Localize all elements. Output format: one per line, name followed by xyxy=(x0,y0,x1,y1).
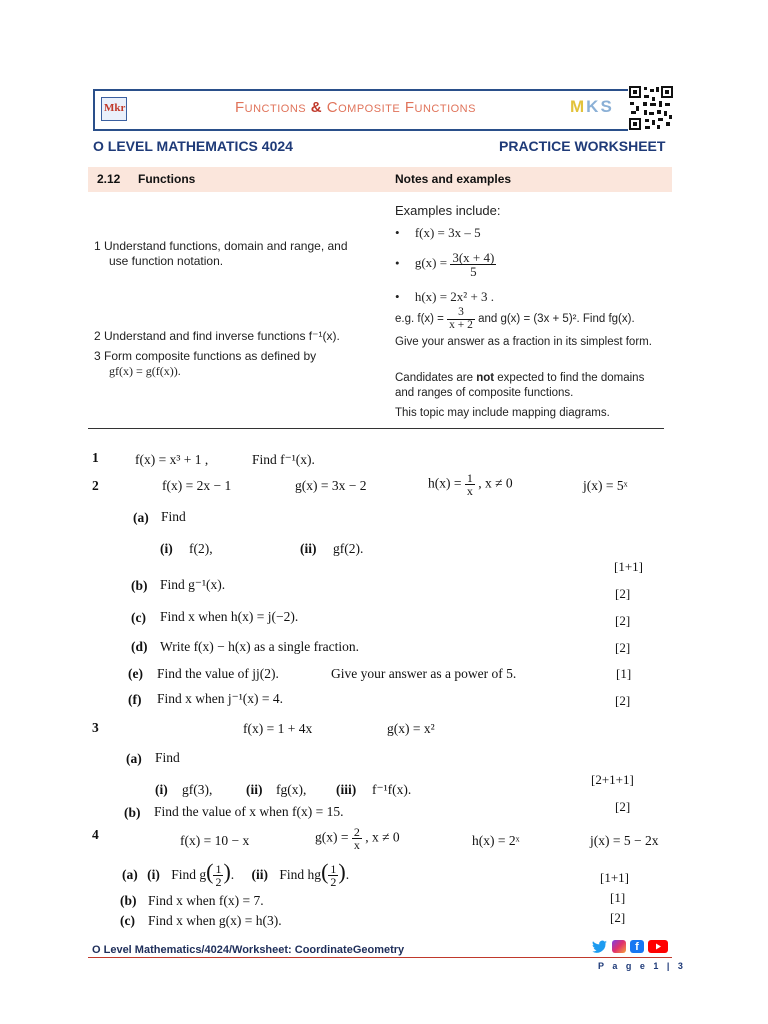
section-divider xyxy=(88,428,664,429)
logo xyxy=(101,97,127,121)
title-banner xyxy=(93,89,632,131)
q3a-iii-label: (iii) xyxy=(336,782,357,797)
q4a-marks: [1+1] xyxy=(600,870,629,885)
objective-2: 2 Understand and find inverse functions f⁻¹(x). xyxy=(94,329,340,343)
numerator: 1 xyxy=(466,471,473,485)
objective-1-line2: use function notation. xyxy=(109,254,224,268)
title-amp: & xyxy=(310,99,323,116)
q2-h xyxy=(428,472,513,497)
example-f-text: f(x) = 3x – 5 xyxy=(414,225,481,240)
candidates-note-line1 xyxy=(395,372,644,384)
q4-j: j(x) = 5 − 2x xyxy=(590,833,659,848)
q1-definition: f(x) = x³ + 1 , xyxy=(135,452,209,467)
example-h-text: h(x) = 2x² + 3 . xyxy=(414,289,495,304)
q4-g-fraction xyxy=(352,826,362,851)
q2a-text: Find xyxy=(161,509,186,524)
title-part2: Composite Functions xyxy=(326,99,476,116)
denominator: 2 xyxy=(215,875,222,890)
brand-letter: S xyxy=(600,97,614,116)
brand-letter: K xyxy=(586,97,601,116)
q2c-text: Find x when h(x) = j(−2). xyxy=(160,609,299,624)
numerator: 1 xyxy=(330,862,337,877)
q2-g: g(x) = 3x − 2 xyxy=(295,478,367,493)
bullet-icon: • xyxy=(395,225,400,240)
examples-title: Examples include: xyxy=(395,203,501,218)
q2e-text2: Give your answer as a power of 5. xyxy=(331,666,517,681)
q3a-i-label: (i) xyxy=(155,782,168,797)
q2b-marks: [2] xyxy=(615,586,631,601)
numerator: 3 xyxy=(447,307,475,320)
q3a-text: Find xyxy=(155,750,180,765)
q4a: (a) (i) Find g( $\frac{1}{2}$ ). (ii) Find hg( $\frac{1}{2}$ ). xyxy=(122,859,350,890)
example-f xyxy=(395,225,481,241)
q4b-marks: [1] xyxy=(610,890,626,905)
q4a-ii-fraction xyxy=(328,863,338,888)
q2c-label: (c) xyxy=(131,610,146,625)
q1-number: 1 xyxy=(92,450,99,465)
q4-g xyxy=(315,826,400,851)
q3-number: 3 xyxy=(92,720,99,735)
open-paren: ( xyxy=(206,859,214,884)
logo-text: Mkr xyxy=(104,102,126,114)
syllabus-header xyxy=(88,167,672,192)
title-part1: Functions xyxy=(235,99,307,116)
q3b-text: Find the value of x when f(x) = 15. xyxy=(154,804,344,819)
q2d-label: (d) xyxy=(131,639,148,654)
footer-divider xyxy=(88,957,672,958)
cand-c: expected to find the domains xyxy=(494,372,645,384)
q2a-ii-label: (ii) xyxy=(300,541,317,556)
brand-letter: M xyxy=(570,97,587,116)
close-paren: ) xyxy=(338,859,346,884)
q2d-marks: [2] xyxy=(615,640,631,655)
q2a-marks: [1+1] xyxy=(614,559,643,574)
instagram-icon[interactable] xyxy=(612,940,626,953)
q2b-label: (b) xyxy=(131,578,148,593)
q3a-ii-text: fg(x), xyxy=(276,782,307,797)
twitter-icon[interactable] xyxy=(592,940,608,953)
q4-number: 4 xyxy=(92,827,99,842)
q2-j: j(x) = 5ˣ xyxy=(583,478,628,493)
q2a-label: (a) xyxy=(133,510,149,525)
q4c-marks: [2] xyxy=(610,910,626,925)
q2-h-left: h(x) = xyxy=(428,475,462,491)
candidates-note-line3: This topic may include mapping diagrams. xyxy=(395,407,610,419)
eg-fraction xyxy=(447,307,475,331)
denominator: x xyxy=(353,838,360,852)
objective-3-line1: 3 Form composite functions as defined by xyxy=(94,349,317,363)
brand-mark xyxy=(570,97,614,117)
numerator: 1 xyxy=(215,862,222,877)
q2a-i-text: f(2), xyxy=(189,541,213,556)
q4a-i-label: (i) xyxy=(147,867,160,882)
q4a-i-fraction xyxy=(213,863,223,888)
play-icon xyxy=(648,940,668,953)
syllabus-code: 2.12 xyxy=(97,172,121,186)
q2e-text: Find the value of jj(2). xyxy=(157,666,279,681)
denominator: x xyxy=(466,484,473,498)
syllabus-topic: Functions xyxy=(138,172,196,186)
youtube-icon[interactable] xyxy=(648,940,668,953)
q3-g: g(x) = x² xyxy=(387,721,435,736)
q4-g-left: g(x) = xyxy=(315,829,349,845)
q4a-label: (a) xyxy=(122,867,138,882)
facebook-icon[interactable]: f xyxy=(630,940,644,953)
q2f-label: (f) xyxy=(128,692,142,707)
cand-b: not xyxy=(476,372,495,384)
q2f-marks: [2] xyxy=(615,693,631,708)
footer-text: O Level Mathematics/4024/Worksheet: CoordinateGeometry xyxy=(92,944,405,956)
eg-right: and g(x) = (3x + 5)². Find fg(x). xyxy=(478,313,635,326)
denominator: 5 xyxy=(470,264,477,279)
close-paren: ) xyxy=(223,859,231,884)
q2f-text: Find x when j⁻¹(x) = 4. xyxy=(157,691,284,706)
objective-3-line2: gf(x) = g(f(x)). xyxy=(109,364,181,378)
q3a-label: (a) xyxy=(126,751,142,766)
q4b-label: (b) xyxy=(120,893,137,908)
candidates-note-line2: and ranges of composite functions. xyxy=(395,387,574,399)
q4-h: h(x) = 2ˣ xyxy=(472,833,520,848)
eg-left: e.g. f(x) = xyxy=(395,313,444,326)
q2c-marks: [2] xyxy=(615,613,631,628)
q4b-text: Find x when f(x) = 7. xyxy=(148,893,264,908)
q2-h-fraction xyxy=(465,472,475,497)
q2d-text: Write f(x) − h(x) as a single fraction. xyxy=(160,639,359,654)
open-paren: ( xyxy=(321,859,329,884)
q2a-ii-text: gf(2). xyxy=(333,541,364,556)
bullet-icon: • xyxy=(395,255,400,271)
example-g-fraction xyxy=(450,251,496,278)
q4a-i-text: Find g xyxy=(171,867,207,882)
denominator: 2 xyxy=(330,875,337,890)
eg-line2: Give your answer as a fraction in its simplest form. xyxy=(395,336,652,348)
q1-task: Find f⁻¹(x). xyxy=(252,452,315,467)
denominator: x + 2 xyxy=(449,318,473,331)
q3a-ii-label: (ii) xyxy=(246,782,263,797)
q4c-label: (c) xyxy=(120,913,135,928)
q3b-marks: [2] xyxy=(615,799,631,814)
q2b-text: Find g⁻¹(x). xyxy=(160,577,226,592)
example-g-text: g(x) = xyxy=(414,255,448,271)
q4c-text: Find x when g(x) = h(3). xyxy=(148,913,282,928)
cand-a: Candidates are xyxy=(395,372,477,384)
qr-code[interactable] xyxy=(628,85,674,131)
q4-g-right: , x ≠ 0 xyxy=(365,829,400,845)
q2e-marks: [1] xyxy=(616,666,632,681)
objective-1-line1: 1 Understand functions, domain and range, and xyxy=(94,239,348,253)
example-h xyxy=(395,289,494,305)
worksheet-heading: PRACTICE WORKSHEET xyxy=(499,138,666,154)
q2-h-right: , x ≠ 0 xyxy=(478,475,513,491)
banner-title xyxy=(235,99,476,116)
q4a-ii-text: Find hg xyxy=(279,867,322,882)
page-number: P a g e 1 | 3 xyxy=(598,961,686,971)
numerator: 3(x + 4) xyxy=(452,250,495,265)
q2-number: 2 xyxy=(92,478,99,493)
syllabus-notes-heading: Notes and examples xyxy=(395,172,512,186)
q3b-label: (b) xyxy=(124,805,141,820)
q2e-label: (e) xyxy=(128,666,143,681)
course-heading: O LEVEL MATHEMATICS 4024 xyxy=(93,138,293,154)
example-eg xyxy=(395,307,635,331)
q3-f: f(x) = 1 + 4x xyxy=(243,721,313,736)
bullet-icon: • xyxy=(395,289,400,304)
q2-f: f(x) = 2x − 1 xyxy=(162,478,232,493)
q2a-i-label: (i) xyxy=(160,541,173,556)
numerator: 2 xyxy=(353,825,360,839)
q4a-ii-label: (ii) xyxy=(251,867,269,882)
q3a-i-text: gf(3), xyxy=(182,782,213,797)
q4-f: f(x) = 10 − x xyxy=(180,833,250,848)
q3a-marks: [2+1+1] xyxy=(591,772,634,787)
q3a-iii-text: f⁻¹f(x). xyxy=(372,782,412,797)
example-g xyxy=(395,251,496,278)
